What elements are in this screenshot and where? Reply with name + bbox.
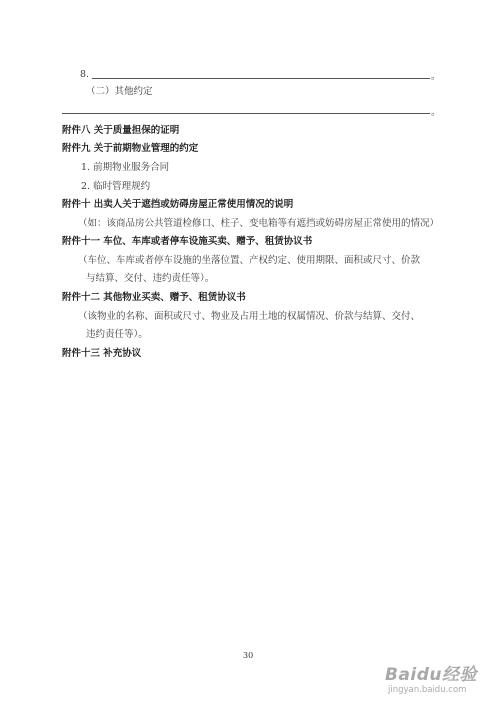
item-8-blank-line bbox=[92, 78, 430, 79]
annex-11-note-line-1: （车位、车库或者停车设施的坐落位置、产权约定、使用期限、面积或尺寸、价款 bbox=[78, 255, 421, 266]
annex-9-item-1: 1. 前期物业服务合同 bbox=[81, 162, 170, 173]
baidu-jingyan-watermark bbox=[385, 660, 477, 695]
annex-12-title: 附件十二 其他物业买卖、赠予、租赁协议书 bbox=[62, 292, 246, 303]
annex-11-title: 附件十一 车位、车库或者停车设施买卖、赠予、租赁协议书 bbox=[62, 236, 313, 247]
annex-8-title: 附件八 关于质量担保的证明 bbox=[62, 125, 180, 136]
annex-10-title: 附件十 出卖人关于遮挡或妨碍房屋正常使用情况的说明 bbox=[62, 199, 294, 210]
annex-12-note-line-1: （该物业的名称、面积或尺寸、物业及占用土地的权属情况、价款与结算、交付、 bbox=[78, 311, 421, 322]
annex-9-title: 附件九 关于前期物业管理的约定 bbox=[62, 143, 199, 154]
item-8-period: 。 bbox=[431, 71, 441, 82]
annex-9-item-2: 2. 临时管理规约 bbox=[81, 181, 151, 192]
watermark-text: Baidu经验 bbox=[385, 665, 478, 685]
watermark-url: jingyan.baidu.com bbox=[388, 685, 467, 695]
other-agreement-period: 。 bbox=[431, 107, 441, 118]
annex-10-note: （如：该商品房公共管道检修口、柱子、变电箱等有遮挡或妨碍房屋正常使用的情况） bbox=[78, 218, 440, 229]
other-agreement-label: （二）其他约定 bbox=[86, 86, 153, 97]
annex-11-note-line-2: 与结算、交付、违约责任等）。 bbox=[86, 273, 215, 284]
page-number: 30 bbox=[243, 651, 254, 660]
annex-13-title: 附件十三 补充协议 bbox=[62, 348, 142, 359]
item-8-number: 8. bbox=[80, 69, 90, 80]
annex-12-note-line-2: 违约责任等）。 bbox=[86, 329, 148, 340]
other-agreement-blank-line bbox=[62, 113, 430, 114]
